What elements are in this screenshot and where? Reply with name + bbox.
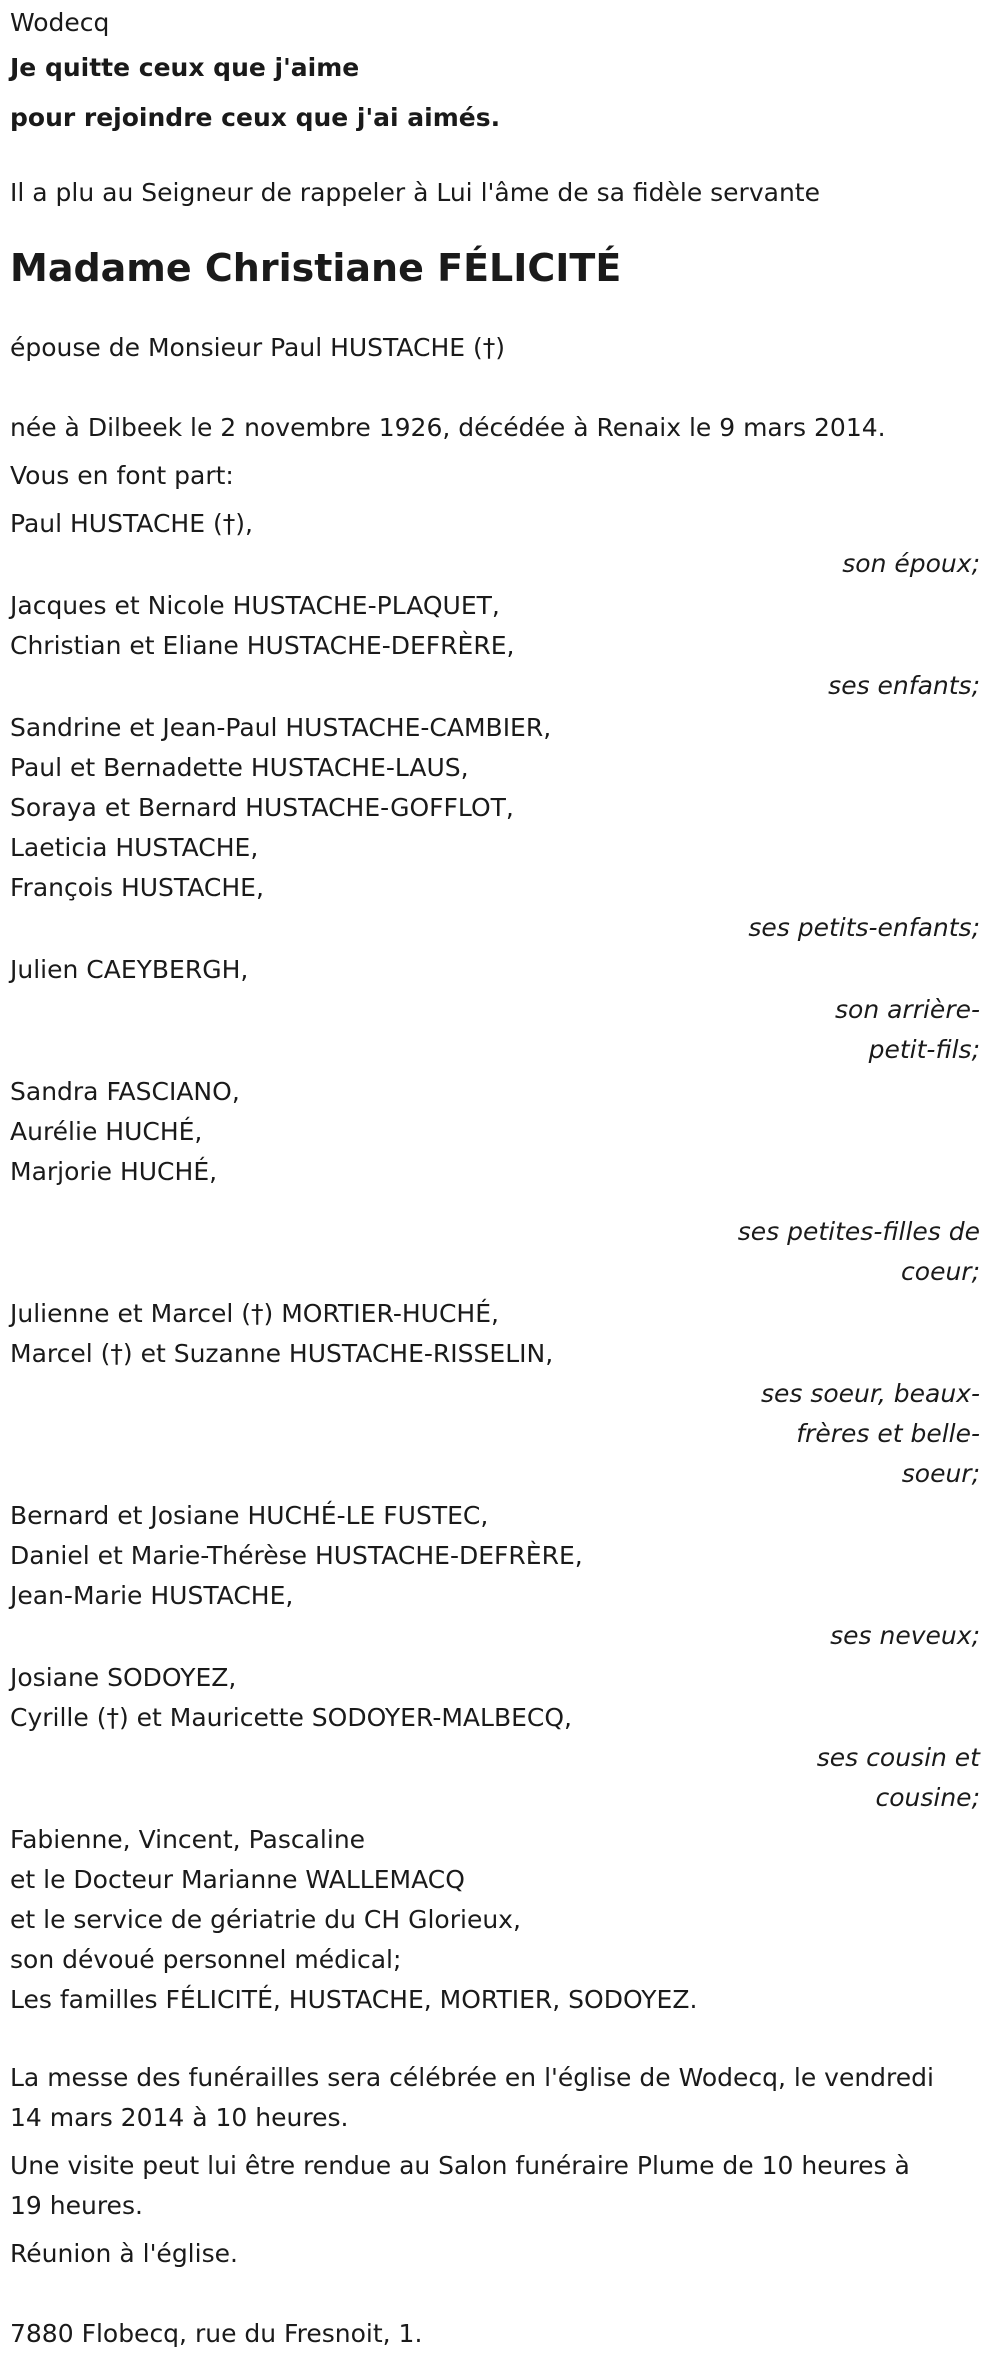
group-children — [10, 586, 990, 706]
group-name: et le service de gériatrie du CH Glorieux, — [10, 1905, 521, 1934]
group-relation: ses cousin et — [816, 1743, 980, 1772]
group-relation: cousine; — [875, 1783, 980, 1812]
group-name: Jacques et Nicole HUSTACHE-PLAQUET, — [10, 591, 500, 620]
funeral-mass-line: La messe des funérailles sera célébrée en l'église de Wodecq, le vendredi — [10, 2063, 934, 2092]
group-name: Jean-Marie HUSTACHE, — [10, 1581, 294, 1610]
group-siblings-in-law — [10, 1294, 990, 1494]
announce-line: Vous en font part: — [10, 461, 234, 490]
group-name: et le Docteur Marianne WALLEMACQ — [10, 1865, 465, 1894]
group-name: Christian et Eliane HUSTACHE-DEFRÈRE, — [10, 631, 515, 660]
group-name: Josiane SODOYEZ, — [10, 1663, 237, 1692]
group-relation: ses soeur, beaux- — [760, 1379, 980, 1408]
address-line: 7880 Flobecq, rue du Fresnoit, 1. — [10, 2319, 423, 2348]
group-name: Sandrine et Jean-Paul HUSTACHE-CAMBIER, — [10, 713, 552, 742]
group-name: Paul HUSTACHE (†), — [10, 509, 253, 538]
funeral-visit-line: 19 heures. — [10, 2191, 143, 2220]
group-grandchildren — [10, 708, 990, 948]
intro-text: Il a plu au Seigneur de rappeler à Lui l'âme de sa fidèle servante — [10, 178, 820, 207]
funeral-visit — [10, 2146, 990, 2226]
deceased-name: Madame Christiane FÉLICITÉ — [10, 246, 622, 290]
group-name: Julienne et Marcel (†) MORTIER-HUCHÉ, — [10, 1299, 499, 1328]
group-name: Marcel (†) et Suzanne HUSTACHE-RISSELIN, — [10, 1339, 554, 1368]
funeral-mass — [10, 2058, 990, 2138]
quote-line-2: pour rejoindre ceux que j'ai aimés. — [10, 103, 501, 132]
place-name: Wodecq — [10, 8, 110, 37]
group-others — [10, 1820, 990, 2020]
group-great-grandson — [10, 950, 990, 1070]
group-name: Julien CAEYBERGH, — [10, 955, 249, 984]
group-heart-granddaughters — [10, 1072, 990, 1292]
group-name: Paul et Bernadette HUSTACHE-LAUS, — [10, 753, 469, 782]
group-relation: son arrière- — [835, 995, 980, 1024]
group-relation: ses enfants; — [828, 671, 980, 700]
group-nephews — [10, 1496, 990, 1656]
spouse-line: épouse de Monsieur Paul HUSTACHE (†) — [10, 333, 506, 362]
funeral-visit-line: Une visite peut lui être rendue au Salon funéraire Plume de 10 heures à — [10, 2151, 910, 2180]
group-relation: ses neveux; — [830, 1621, 980, 1650]
group-name: Cyrille (†) et Mauricette SODOYER-MALBECQ, — [10, 1703, 572, 1732]
group-relation: petit-fils; — [868, 1035, 980, 1064]
group-name: Bernard et Josiane HUCHÉ-LE FUSTEC, — [10, 1501, 489, 1530]
quote-line-1: Je quitte ceux que j'aime — [10, 53, 360, 82]
group-relation: frères et belle- — [796, 1419, 980, 1448]
group-relation: coeur; — [901, 1257, 980, 1286]
group-name: Marjorie HUCHÉ, — [10, 1157, 218, 1186]
group-name: Les familles FÉLICITÉ, HUSTACHE, MORTIER, SODOYEZ. — [10, 1985, 698, 2014]
group-name: Laeticia HUSTACHE, — [10, 833, 259, 862]
funeral-meeting: Réunion à l'église. — [10, 2239, 238, 2268]
birth-death-line: née à Dilbeek le 2 novembre 1926, décédée à Renaix le 9 mars 2014. — [10, 413, 886, 442]
group-relation: ses petits-enfants; — [748, 913, 980, 942]
group-spouse — [10, 504, 990, 584]
group-name: Fabienne, Vincent, Pascaline — [10, 1825, 366, 1854]
group-cousins — [10, 1658, 990, 1818]
obituary-page — [0, 8, 1000, 2354]
group-name: Aurélie HUCHÉ, — [10, 1117, 203, 1146]
funeral-mass-line: 14 mars 2014 à 10 heures. — [10, 2103, 349, 2132]
group-relation: soeur; — [901, 1459, 980, 1488]
group-relation: ses petites-filles de — [737, 1217, 980, 1246]
group-name: son dévoué personnel médical; — [10, 1945, 402, 1974]
group-name: Daniel et Marie-Thérèse HUSTACHE-DEFRÈRE, — [10, 1541, 583, 1570]
group-name: Sandra FASCIANO, — [10, 1077, 240, 1106]
group-name: François HUSTACHE, — [10, 873, 264, 902]
group-name: Soraya et Bernard HUSTACHE-GOFFLOT, — [10, 793, 514, 822]
group-relation: son époux; — [842, 549, 980, 578]
